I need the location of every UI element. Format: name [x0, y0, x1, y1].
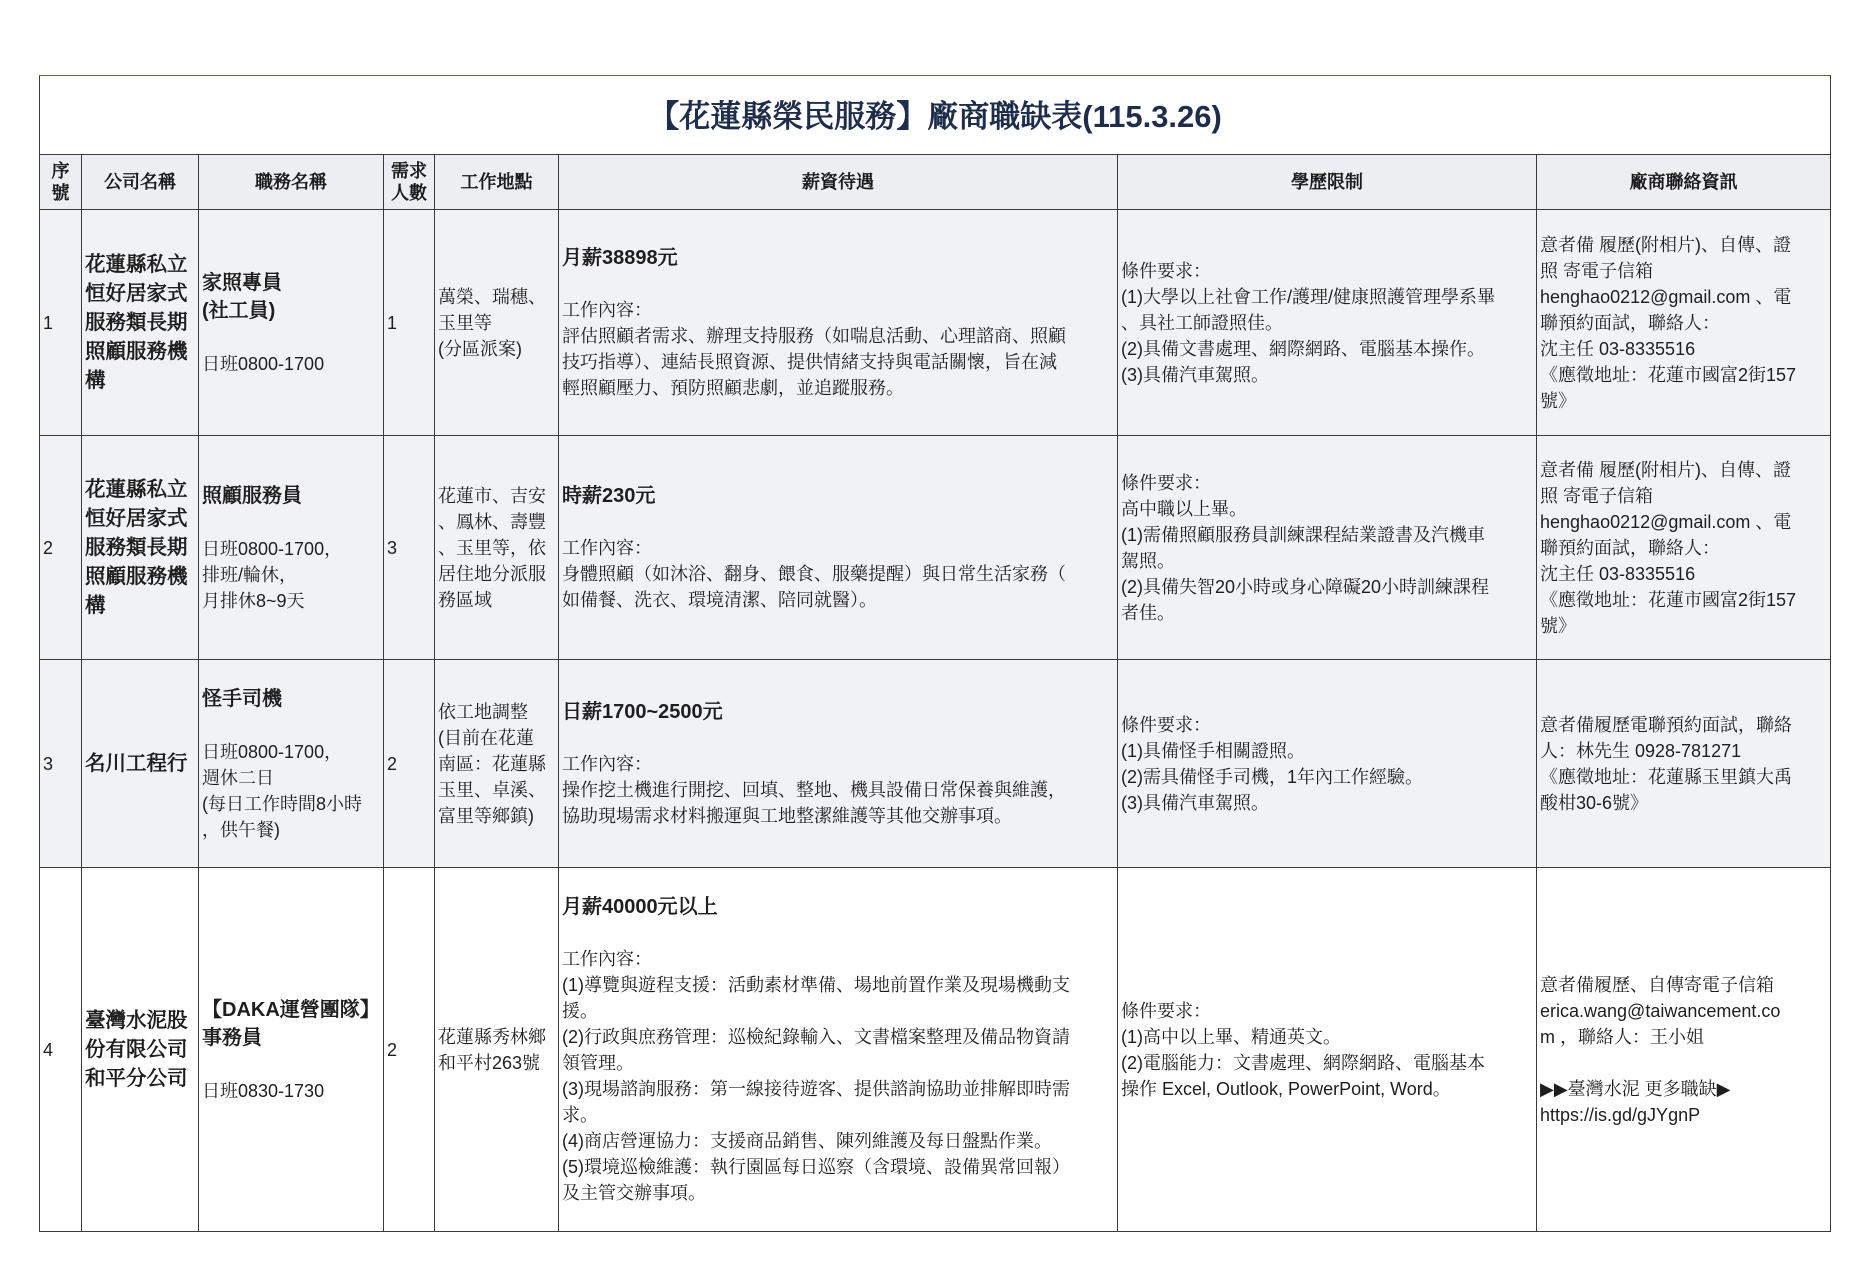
- job-cell: [199, 660, 384, 868]
- location-line: 玉里等: [438, 312, 492, 333]
- duty-line: 評估照顧者需求、辦理支持服務（如喘息活動、心理諮商、照顧: [562, 325, 1066, 346]
- contact-address: 《應徵地址：花蓮縣玉里鎮大禹: [1540, 766, 1792, 787]
- location-cell: [435, 868, 559, 1232]
- contact-cell: [1537, 436, 1831, 660]
- location-cell: [435, 210, 559, 436]
- location-line: 玉里、卓溪、: [438, 779, 546, 800]
- job-shift: 日班0800-1700，: [202, 741, 343, 762]
- requirement-line: 高中職以上畢。: [1121, 498, 1247, 519]
- company-cell: [82, 660, 199, 868]
- header-location: 工作地點: [435, 155, 559, 210]
- header-contact: 廠商聯絡資訊: [1537, 155, 1831, 210]
- job-row: [40, 436, 1831, 660]
- duty-line: 及主管交辦事項。: [562, 1182, 706, 1203]
- duties-label: 工作內容：: [562, 299, 652, 320]
- location-line: (目前在花蓮: [438, 727, 534, 748]
- requirement-line: 條件要求：: [1121, 260, 1211, 281]
- header-job: 職務名稱: [199, 155, 384, 210]
- education-cell: [1118, 436, 1537, 660]
- contact-cell: [1537, 210, 1831, 436]
- requirement-line: (2)需具備怪手司機，1年內工作經驗。: [1121, 766, 1424, 787]
- duty-line: (5)環境巡檢維護：執行園區每日巡察（含環境、設備異常回報）: [562, 1156, 1070, 1177]
- duty-line: (3)現場諮詢服務：第一線接待遊客、提供諮詢協助並排解即時需: [562, 1078, 1070, 1099]
- education-cell: [1118, 660, 1537, 868]
- contact-cell: [1537, 868, 1831, 1232]
- requirement-line: (2)具備失智20小時或身心障礙20小時訓練課程: [1121, 576, 1490, 597]
- job-row: [40, 210, 1831, 436]
- company-cell: [82, 868, 199, 1232]
- contact-email: henghao0212@gmail.com 、電: [1540, 511, 1792, 532]
- duty-line: 援。: [562, 1000, 598, 1021]
- company-name-line: 構: [85, 369, 106, 392]
- headcount: 2: [384, 868, 435, 1232]
- company-name-line: 恒好居家式: [85, 282, 188, 305]
- contact-line: 聯預約面試，聯絡人：: [1540, 537, 1720, 558]
- job-shift: 日班0800-1700，: [202, 538, 343, 559]
- job-cell: [199, 436, 384, 660]
- location-line: 、鳳林、壽豐: [438, 511, 546, 532]
- headcount: 3: [384, 436, 435, 660]
- duty-line: 如備餐、洗衣、環境清潔、陪同就醫）。: [562, 589, 877, 610]
- location-line: 南區：花蓮縣: [438, 753, 546, 774]
- location-cell: [435, 436, 559, 660]
- location-line: 和平村263號: [438, 1052, 541, 1073]
- job-row: [40, 868, 1831, 1232]
- requirement-line: (3)具備汽車駕照。: [1121, 792, 1269, 813]
- row-number: 2: [40, 436, 82, 660]
- pay-amount: 月薪38898元: [562, 246, 678, 269]
- location-line: 花蓮市、吉安: [438, 485, 546, 506]
- job-cell: [199, 868, 384, 1232]
- salary-cell: [559, 660, 1118, 868]
- contact-address: 《應徵地址：花蓮市國富2街157: [1540, 364, 1797, 385]
- requirement-line: 條件要求：: [1121, 1000, 1211, 1021]
- job-row: [40, 660, 1831, 868]
- duty-line: 技巧指導）、連結長照資源、提供情緒支持與電話關懷，旨在減: [562, 351, 1057, 372]
- title-row: [40, 76, 1831, 155]
- requirement-line: 條件要求：: [1121, 472, 1211, 493]
- requirement-line: (2)具備文書處理、網際網路、電腦基本操作。: [1121, 338, 1485, 359]
- header-count-line: 需求: [391, 161, 427, 181]
- job-title: 事務員: [202, 1026, 262, 1049]
- location-cell: [435, 660, 559, 868]
- company-name-line: 花蓮縣私立: [85, 478, 188, 501]
- company-name-line: 構: [85, 594, 106, 617]
- duties-label: 工作內容：: [562, 948, 652, 969]
- header-count-line: 人數: [391, 183, 427, 203]
- duties-label: 工作內容：: [562, 753, 652, 774]
- company-name-line: 恒好居家式: [85, 507, 188, 530]
- requirement-line: (3)具備汽車駕照。: [1121, 364, 1269, 385]
- company-name-line: 服務類長期: [85, 311, 188, 334]
- contact-phone: 人：林先生 0928-781271: [1540, 740, 1742, 761]
- job-shift: ，供午餐): [202, 819, 280, 840]
- header-salary: 薪資待遇: [559, 155, 1118, 210]
- requirement-line: (1)大學以上社會工作/護理/健康照護管理學系畢: [1121, 286, 1495, 307]
- company-name-line: 花蓮縣私立: [85, 253, 188, 276]
- requirement-line: (1)具備怪手相關證照。: [1121, 740, 1305, 761]
- job-shift: 日班0800-1700: [202, 353, 325, 374]
- contact-line: 意者備履歷、自傳寄電子信箱: [1540, 974, 1774, 995]
- location-line: 萬榮、瑞穗、: [438, 286, 546, 307]
- duty-line: 求。: [562, 1104, 598, 1125]
- education-cell: [1118, 210, 1537, 436]
- job-title: 家照專員: [202, 271, 282, 294]
- duty-line: (4)商店營運協力：支援商品銷售、陳列維護及每日盤點作業。: [562, 1130, 1052, 1151]
- location-line: 居住地分派服: [438, 563, 546, 584]
- more-jobs-label: ▶▶臺灣水泥 更多職缺▶: [1540, 1078, 1731, 1099]
- contact-line: 意者備履歷電聯預約面試，聯絡: [1540, 714, 1792, 735]
- pay-amount: 日薪1700~2500元: [562, 700, 723, 723]
- contact-cell: [1537, 660, 1831, 868]
- location-line: 花蓮縣秀林鄉: [438, 1026, 546, 1047]
- contact-line: 意者備 履歷(附相片)、自傳、證: [1540, 459, 1791, 480]
- row-number: 3: [40, 660, 82, 868]
- job-shift: 排班/輪休，: [202, 564, 298, 585]
- job-shift: 週休二日: [202, 767, 274, 788]
- contact-address: 《應徵地址：花蓮市國富2街157: [1540, 589, 1797, 610]
- header-no-line: 序: [51, 161, 70, 181]
- company-cell: [82, 436, 199, 660]
- company-name-line: 服務類長期: [85, 536, 188, 559]
- location-line: (分區派案): [438, 338, 522, 359]
- duties-label: 工作內容：: [562, 537, 652, 558]
- duty-line: 輕照顧壓力、預防照顧悲劇，並追蹤服務。: [562, 377, 904, 398]
- contact-phone: 沈主任 03-8335516: [1540, 563, 1696, 584]
- requirement-line: 條件要求：: [1121, 714, 1211, 735]
- job-cell: [199, 210, 384, 436]
- requirement-line: 駕照。: [1121, 550, 1175, 571]
- company-name-line: 份有限公司: [85, 1038, 188, 1061]
- header-no-line: 號: [51, 183, 70, 203]
- contact-phone: 沈主任 03-8335516: [1540, 338, 1696, 359]
- location-line: 依工地調整: [438, 701, 528, 722]
- contact-address: 號》: [1540, 615, 1576, 636]
- contact-line: 意者備 履歷(附相片)、自傳、證: [1540, 234, 1791, 255]
- job-team: 【DAKA運營團隊】: [202, 998, 380, 1021]
- pay-amount: 時薪230元: [562, 484, 656, 507]
- job-shift: 月排休8~9天: [202, 590, 305, 611]
- contact-line: m ，聯絡人：王小姐: [1540, 1026, 1704, 1047]
- duty-line: (1)導覽與遊程支援：活動素材準備、場地前置作業及現場機動支: [562, 974, 1070, 995]
- contact-address: 酸柑30-6號》: [1540, 792, 1649, 813]
- header-count: [384, 155, 435, 210]
- more-jobs-link[interactable]: https://is.gd/gJYgnP: [1540, 1104, 1701, 1125]
- requirement-line: 、具社工師證照佳。: [1121, 312, 1283, 333]
- company-name-line: 名川工程行: [85, 752, 188, 775]
- requirement-line: (2)電腦能力：文書處理、網際網路、電腦基本: [1121, 1052, 1485, 1073]
- requirement-line: (1)高中以上畢、精通英文。: [1121, 1026, 1341, 1047]
- header-row: [40, 155, 1831, 210]
- company-name-line: 照顧服務機: [85, 340, 188, 363]
- company-name-line: 臺灣水泥股: [85, 1009, 188, 1032]
- salary-cell: [559, 436, 1118, 660]
- requirement-line: 操作 Excel, Outlook, PowerPoint, Word。: [1121, 1078, 1451, 1099]
- job-title: 照顧服務員: [202, 484, 302, 507]
- requirement-line: 者佳。: [1121, 602, 1175, 623]
- salary-cell: [559, 210, 1118, 436]
- contact-line: 聯預約面試，聯絡人：: [1540, 312, 1720, 333]
- pay-amount: 月薪40000元以上: [562, 895, 718, 918]
- contact-line: 照 寄電子信箱: [1540, 260, 1654, 281]
- job-vacancy-table: [39, 75, 1831, 1232]
- header-education: 學歷限制: [1118, 155, 1537, 210]
- job-title: (社工員): [202, 299, 276, 322]
- contact-line: 照 寄電子信箱: [1540, 485, 1654, 506]
- contact-email: erica.wang@taiwancement.co: [1540, 1000, 1781, 1021]
- job-shift: (每日工作時間8小時: [202, 793, 363, 814]
- location-line: 務區域: [438, 589, 492, 610]
- duty-line: 操作挖土機進行開挖、回填、整地、機具設備日常保養與維護，: [562, 779, 1066, 800]
- salary-cell: [559, 868, 1118, 1232]
- header-company: 公司名稱: [82, 155, 199, 210]
- contact-email: henghao0212@gmail.com 、電: [1540, 286, 1792, 307]
- duty-line: (2)行政與庶務管理：巡檢紀錄輸入、文書檔案整理及備品物資請: [562, 1026, 1070, 1047]
- company-name-line: 和平分公司: [85, 1067, 188, 1090]
- header-no: [40, 155, 82, 210]
- requirement-line: (1)需備照顧服務員訓練課程結業證書及汽機車: [1121, 524, 1485, 545]
- job-title: 怪手司機: [202, 687, 282, 710]
- headcount: 2: [384, 660, 435, 868]
- company-name-line: 照顧服務機: [85, 565, 188, 588]
- education-cell: [1118, 868, 1537, 1232]
- company-cell: [82, 210, 199, 436]
- row-number: 4: [40, 868, 82, 1232]
- location-line: 、玉里等，依: [438, 537, 546, 558]
- contact-address: 號》: [1540, 390, 1576, 411]
- row-number: 1: [40, 210, 82, 436]
- location-line: 富里等鄉鎮): [438, 805, 534, 826]
- duty-line: 身體照顧（如沐浴、翻身、餵食、服藥提醒）與日常生活家務（: [562, 563, 1066, 584]
- duty-line: 協助現場需求材料搬運與工地整潔維護等其他交辦事項。: [562, 805, 1012, 826]
- duty-line: 領管理。: [562, 1052, 634, 1073]
- headcount: 1: [384, 210, 435, 436]
- page-title: 【花蓮縣榮民服務】廠商職缺表(115.3.26): [40, 76, 1831, 155]
- job-shift: 日班0830-1730: [202, 1080, 325, 1101]
